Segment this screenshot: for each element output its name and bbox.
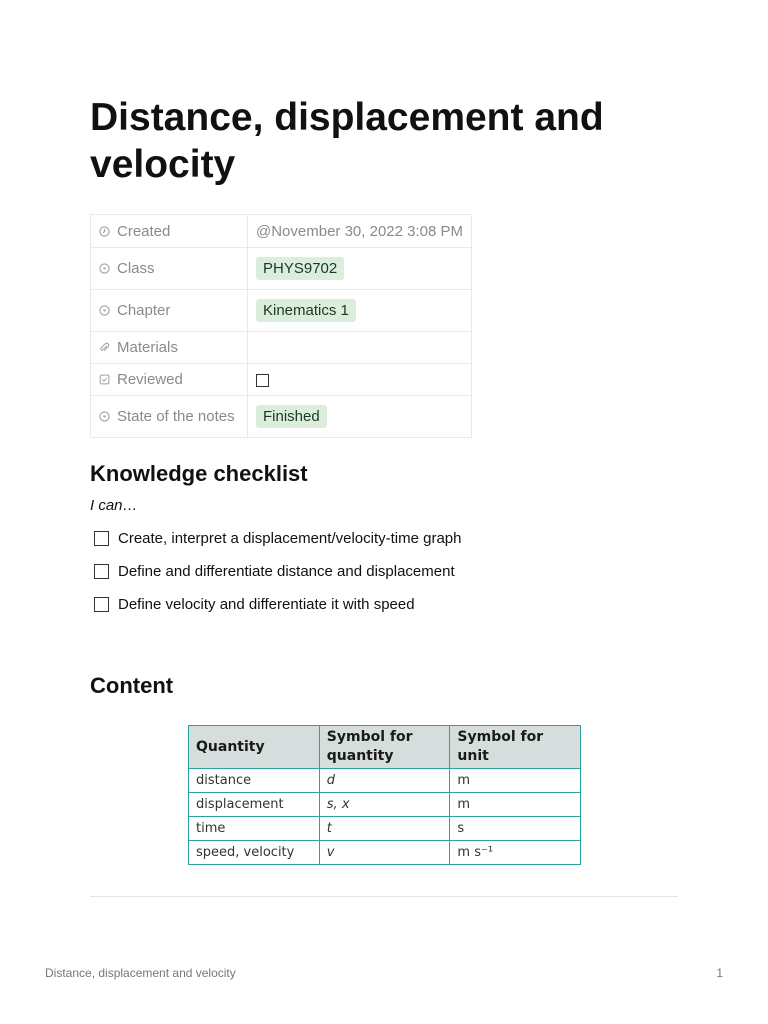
property-label: Materials bbox=[117, 339, 178, 356]
divider bbox=[90, 896, 678, 897]
table-cell: time bbox=[189, 817, 320, 841]
chapter-tag[interactable]: Kinematics 1 bbox=[256, 299, 356, 322]
property-label: Created bbox=[117, 222, 171, 240]
table-cell: t bbox=[319, 817, 450, 841]
table-cell: m s⁻¹ bbox=[450, 841, 581, 865]
table-header-cell: Symbol for unit bbox=[450, 726, 581, 769]
select-icon bbox=[99, 305, 110, 316]
quantities-table bbox=[188, 725, 581, 865]
properties-table bbox=[90, 214, 472, 438]
checklist-heading: Knowledge checklist bbox=[90, 461, 308, 486]
property-label: State of the notes bbox=[117, 408, 235, 425]
property-key bbox=[91, 396, 248, 438]
checklist-item bbox=[94, 530, 462, 547]
select-icon bbox=[99, 411, 110, 422]
table-header-cell: Symbol for quantity bbox=[319, 726, 450, 769]
checklist-item bbox=[94, 596, 415, 613]
checklist-item bbox=[94, 563, 455, 580]
property-key bbox=[91, 290, 248, 332]
checklist-intro: I can… bbox=[90, 497, 138, 514]
property-row-state bbox=[91, 396, 472, 438]
checklist-checkbox[interactable] bbox=[94, 564, 109, 579]
table-cell: m bbox=[450, 769, 581, 793]
paperclip-icon bbox=[99, 342, 110, 353]
checklist-item-text: Define and differentiate distance and displacement bbox=[118, 563, 455, 580]
content-heading: Content bbox=[90, 673, 174, 698]
table-cell: s, x bbox=[319, 793, 450, 817]
property-value-reviewed bbox=[248, 364, 472, 396]
table-cell: v bbox=[319, 841, 450, 865]
table-row bbox=[189, 817, 581, 841]
property-key bbox=[91, 215, 248, 248]
property-value-created[interactable]: @November 30, 2022 3:08 PM bbox=[248, 215, 472, 248]
checklist-checkbox[interactable] bbox=[94, 531, 109, 546]
table-cell: displacement bbox=[189, 793, 320, 817]
footer-title: Distance, displacement and velocity bbox=[45, 966, 236, 980]
property-value-state[interactable] bbox=[248, 396, 472, 438]
property-key bbox=[91, 248, 248, 290]
property-value-class[interactable] bbox=[248, 248, 472, 290]
checkbox-icon bbox=[99, 374, 110, 385]
checklist-item-text: Define velocity and differentiate it with speed bbox=[118, 596, 415, 613]
property-label: Chapter bbox=[117, 302, 171, 319]
table-row bbox=[189, 841, 581, 865]
clock-icon bbox=[99, 226, 110, 237]
property-label: Reviewed bbox=[117, 371, 183, 388]
property-row-reviewed bbox=[91, 364, 472, 396]
checklist-item-text: Create, interpret a displacement/velocity-time graph bbox=[118, 530, 462, 547]
property-key bbox=[91, 332, 248, 364]
property-key bbox=[91, 364, 248, 396]
checklist-checkbox[interactable] bbox=[94, 597, 109, 612]
page-title: Distance, displacement and velocity bbox=[90, 96, 604, 186]
class-tag[interactable]: PHYS9702 bbox=[256, 257, 344, 280]
property-row-materials bbox=[91, 332, 472, 364]
property-label: Class bbox=[117, 260, 155, 277]
table-cell: speed, velocity bbox=[189, 841, 320, 865]
table-cell: d bbox=[319, 769, 450, 793]
property-row-created bbox=[91, 215, 472, 248]
table-cell: s bbox=[450, 817, 581, 841]
page-number: 1 bbox=[716, 966, 723, 980]
state-tag[interactable]: Finished bbox=[256, 405, 327, 428]
property-row-chapter bbox=[91, 290, 472, 332]
property-value-chapter[interactable] bbox=[248, 290, 472, 332]
table-row bbox=[189, 793, 581, 817]
table-cell: m bbox=[450, 793, 581, 817]
table-header-cell: Quantity bbox=[189, 726, 320, 769]
select-icon bbox=[99, 263, 110, 274]
table-header-row bbox=[189, 726, 581, 769]
table-row bbox=[189, 769, 581, 793]
reviewed-checkbox[interactable] bbox=[256, 374, 269, 387]
table-cell: distance bbox=[189, 769, 320, 793]
property-row-class bbox=[91, 248, 472, 290]
property-value-materials[interactable] bbox=[248, 332, 472, 364]
